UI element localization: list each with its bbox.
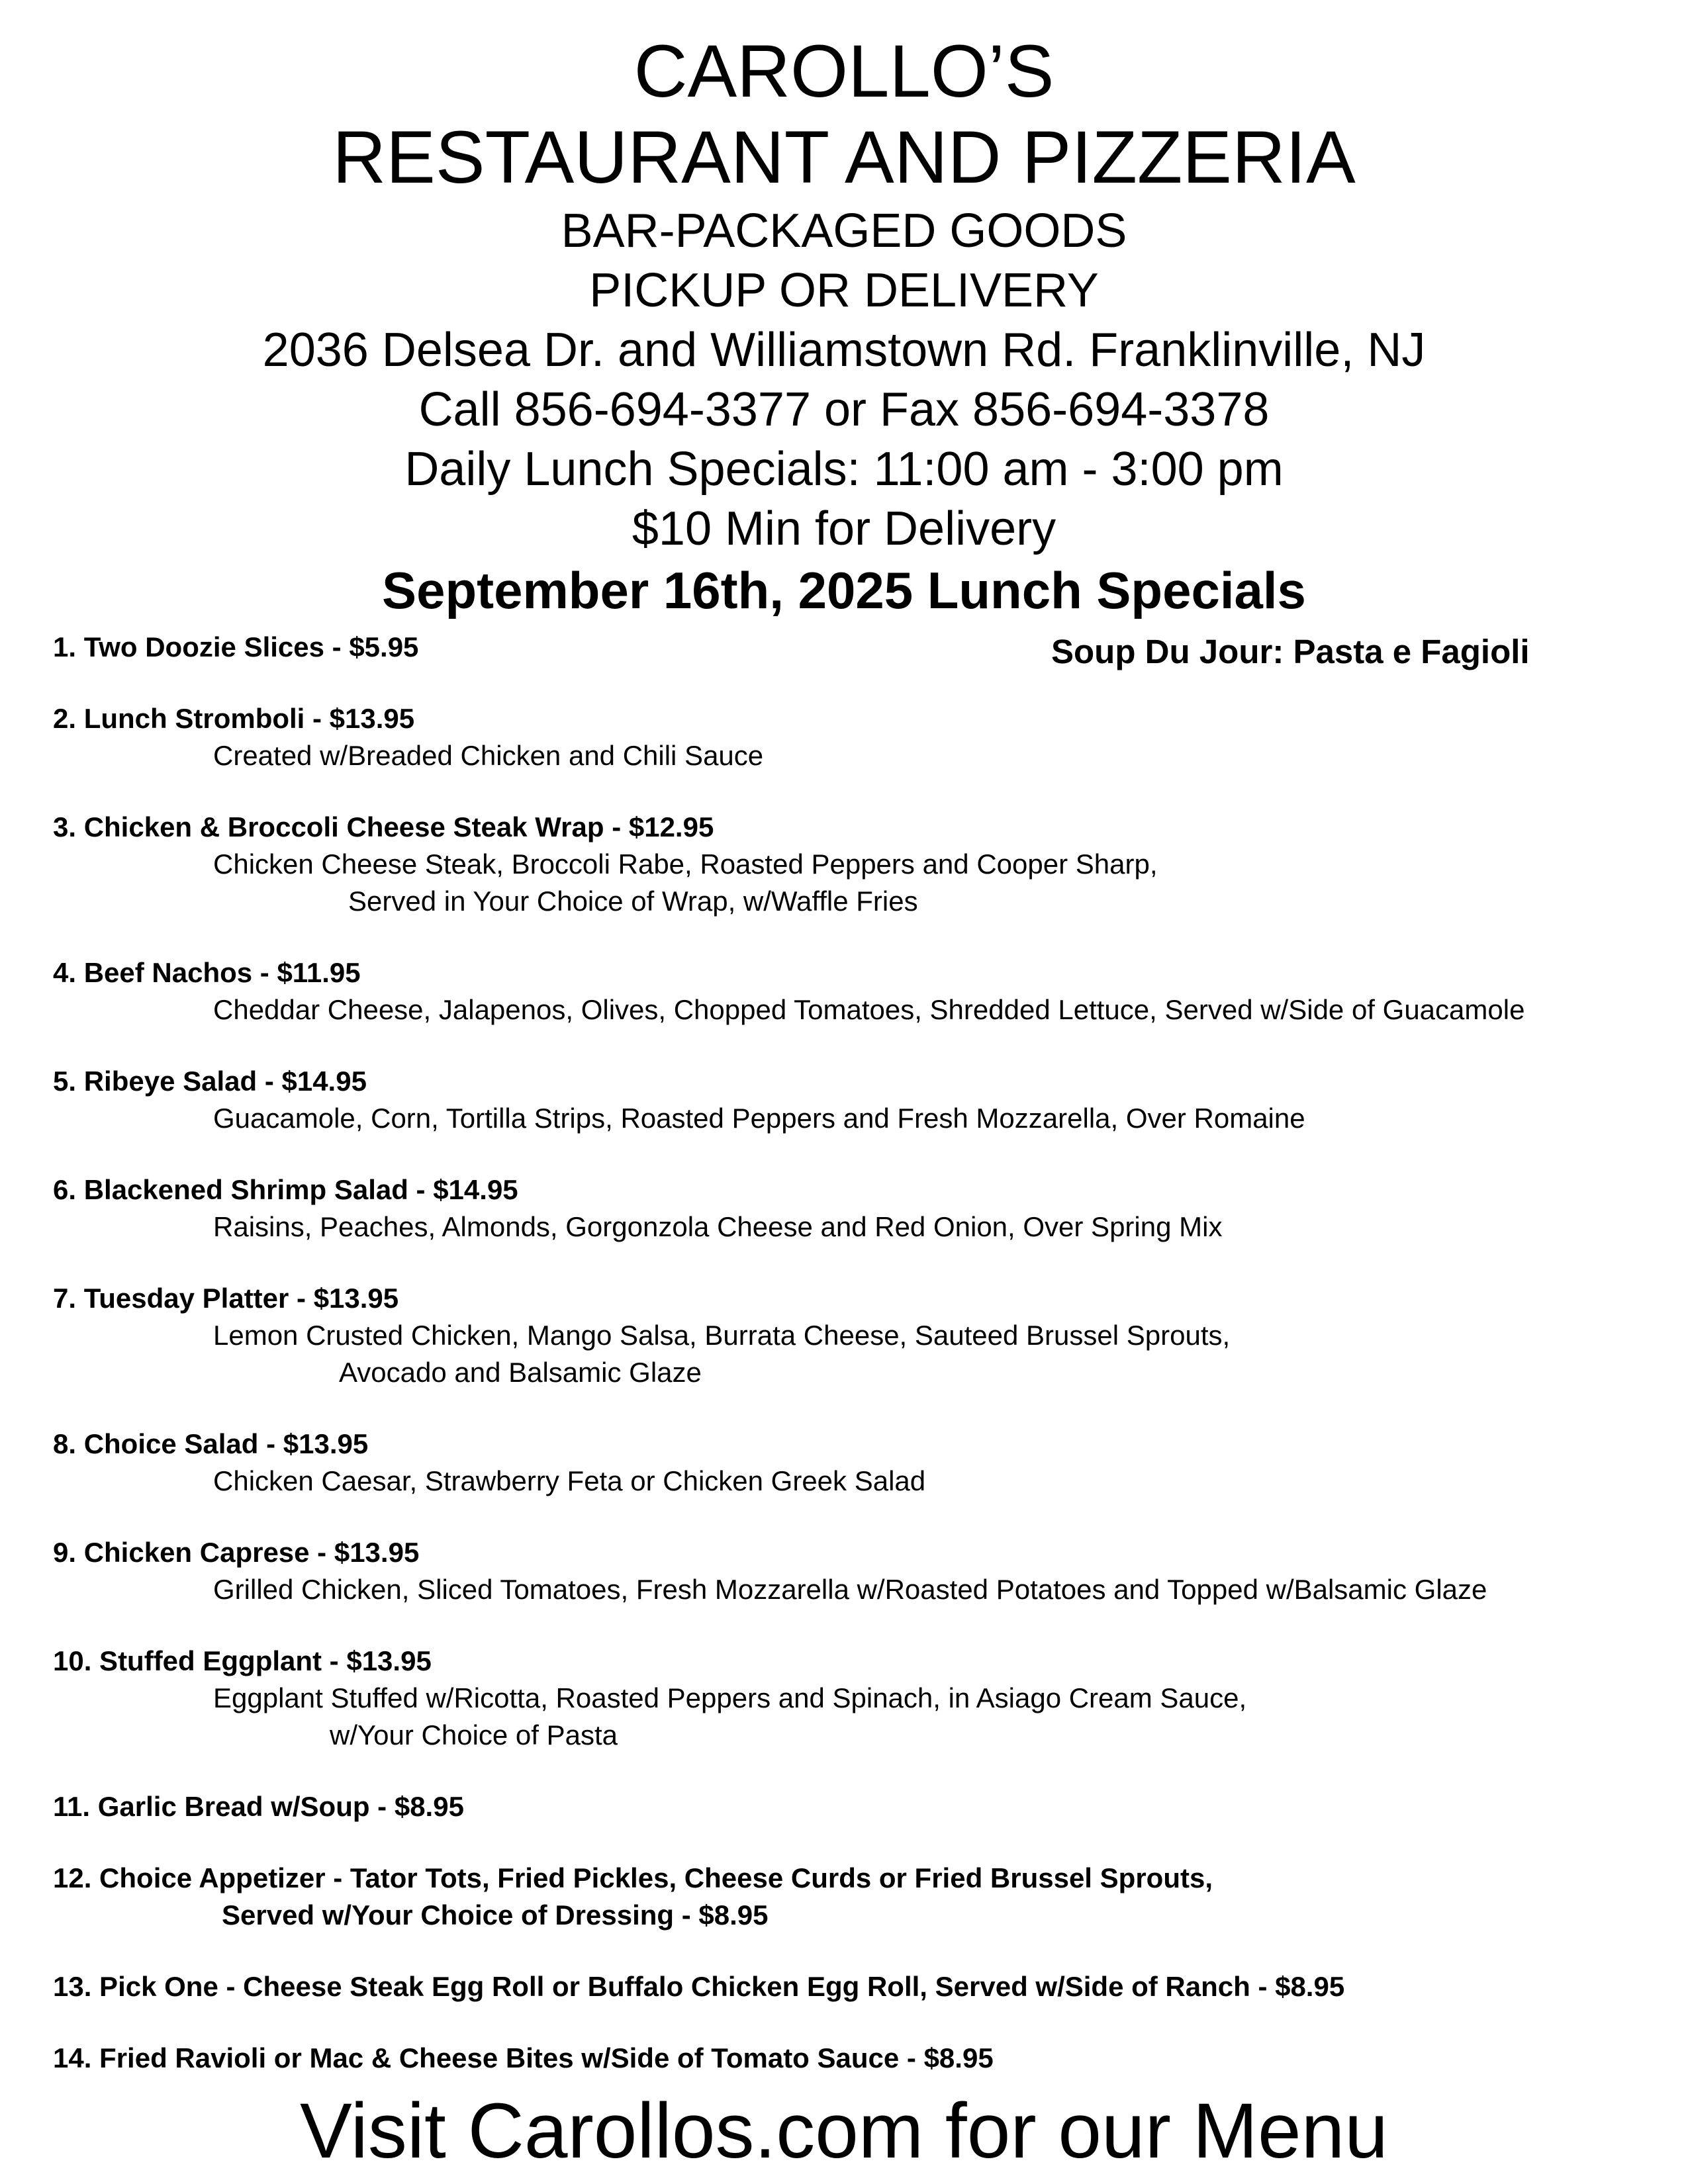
phone-line: Call 856-694-3377 or Fax 856-694-3378	[418, 383, 1270, 436]
item-title: 3. Chicken & Broccoli Cheese Steak Wrap - $12.95	[53, 811, 714, 842]
item-description: Served in Your Choice of Wrap, w/Waffle Fries	[348, 886, 918, 917]
list-item	[53, 809, 1668, 920]
pickup-delivery-line: PICKUP OR DELIVERY	[589, 264, 1099, 317]
item-title: 5. Ribeye Salad - $14.95	[53, 1066, 367, 1097]
restaurant-subtitle: RESTAURANT AND PIZZERIA	[332, 116, 1356, 199]
website-footer: Visit Carollos.com for our Menu	[300, 2087, 1388, 2175]
item-title: 8. Choice Salad - $13.95	[53, 1428, 369, 1459]
list-item	[53, 1860, 1668, 1934]
item-description: Guacamole, Corn, Tortilla Strips, Roasted Peppers and Fresh Mozzarella, Over Romaine	[213, 1103, 1305, 1134]
item-title: 1. Two Doozie Slices - $5.95	[53, 631, 419, 662]
list-item	[53, 1426, 1668, 1500]
item-title: 11. Garlic Bread w/Soup - $8.95	[53, 1791, 464, 1822]
item-title: 7. Tuesday Platter - $13.95	[53, 1283, 399, 1314]
list-item	[53, 1968, 1668, 2005]
item-title: 9. Chicken Caprese - $13.95	[53, 1537, 420, 1568]
list-item	[53, 1063, 1668, 1137]
delivery-minimum-line: $10 Min for Delivery	[632, 502, 1056, 555]
item-description: Chicken Cheese Steak, Broccoli Rabe, Roasted Peppers and Cooper Sharp,	[213, 848, 1158, 880]
item-description: Raisins, Peaches, Almonds, Gorgonzola Cheese and Red Onion, Over Spring Mix	[213, 1211, 1223, 1242]
item-title: 10. Stuffed Eggplant - $13.95	[53, 1645, 432, 1676]
item-title: 2. Lunch Stromboli - $13.95	[53, 703, 415, 734]
soup-du-jour: Soup Du Jour: Pasta e Fagioli	[1051, 633, 1530, 670]
services-line: BAR-PACKAGED GOODS	[561, 205, 1127, 257]
item-description: Lemon Crusted Chicken, Mango Salsa, Burrata Cheese, Sauteed Brussel Sprouts,	[213, 1320, 1231, 1351]
item-description: Grilled Chicken, Sliced Tomatoes, Fresh Mozzarella w/Roasted Potatoes and Topped w/Balsamic Glaze	[213, 1574, 1487, 1605]
list-item	[53, 1280, 1668, 1391]
restaurant-name: CAROLLO’S	[633, 30, 1055, 113]
item-description: w/Your Choice of Pasta	[330, 1719, 618, 1751]
item-description: Avocado and Balsamic Glaze	[339, 1357, 702, 1388]
list-item	[53, 1643, 1668, 1754]
item-title: 6. Blackened Shrimp Salad - $14.95	[53, 1174, 518, 1205]
list-item	[53, 700, 1668, 774]
item-title: 13. Pick One - Cheese Steak Egg Roll or Buffalo Chicken Egg Roll, Served w/Side of Ranch - $8.95	[53, 1971, 1345, 2002]
item-title: 14. Fried Ravioli or Mac & Cheese Bites w/Side of Tomato Sauce - $8.95	[53, 2042, 994, 2073]
item-description: Created w/Breaded Chicken and Chili Sauce	[213, 740, 764, 771]
list-item	[53, 2040, 1668, 2077]
list-item	[53, 1171, 1668, 1246]
list-item	[53, 1788, 1668, 1825]
item-title: 12. Choice Appetizer - Tator Tots, Fried Pickles, Cheese Curds or Fried Brussel Sprouts,	[53, 1862, 1213, 1893]
specials-date-title: September 16th, 2025 Lunch Specials	[382, 561, 1306, 619]
list-item	[53, 629, 1668, 666]
item-title: 4. Beef Nachos - $11.95	[53, 957, 361, 988]
list-item	[53, 1534, 1668, 1608]
list-item	[53, 954, 1668, 1028]
specials-list	[53, 629, 1668, 2077]
item-description: Chicken Caesar, Strawberry Feta or Chicken Greek Salad	[213, 1465, 926, 1496]
item-description: Cheddar Cheese, Jalapenos, Olives, Chopped Tomatoes, Shredded Lettuce, Served w/Side of Guacamole	[213, 994, 1525, 1025]
item-description: Eggplant Stuffed w/Ricotta, Roasted Peppers and Spinach, in Asiago Cream Sauce,	[213, 1682, 1247, 1713]
menu-header	[0, 29, 1688, 622]
item-title-continuation: Served w/Your Choice of Dressing - $8.95	[222, 1899, 769, 1931]
address-line: 2036 Delsea Dr. and Williamstown Rd. Franklinville, NJ	[262, 324, 1426, 377]
hours-line: Daily Lunch Specials: 11:00 am - 3:00 pm	[404, 443, 1284, 496]
